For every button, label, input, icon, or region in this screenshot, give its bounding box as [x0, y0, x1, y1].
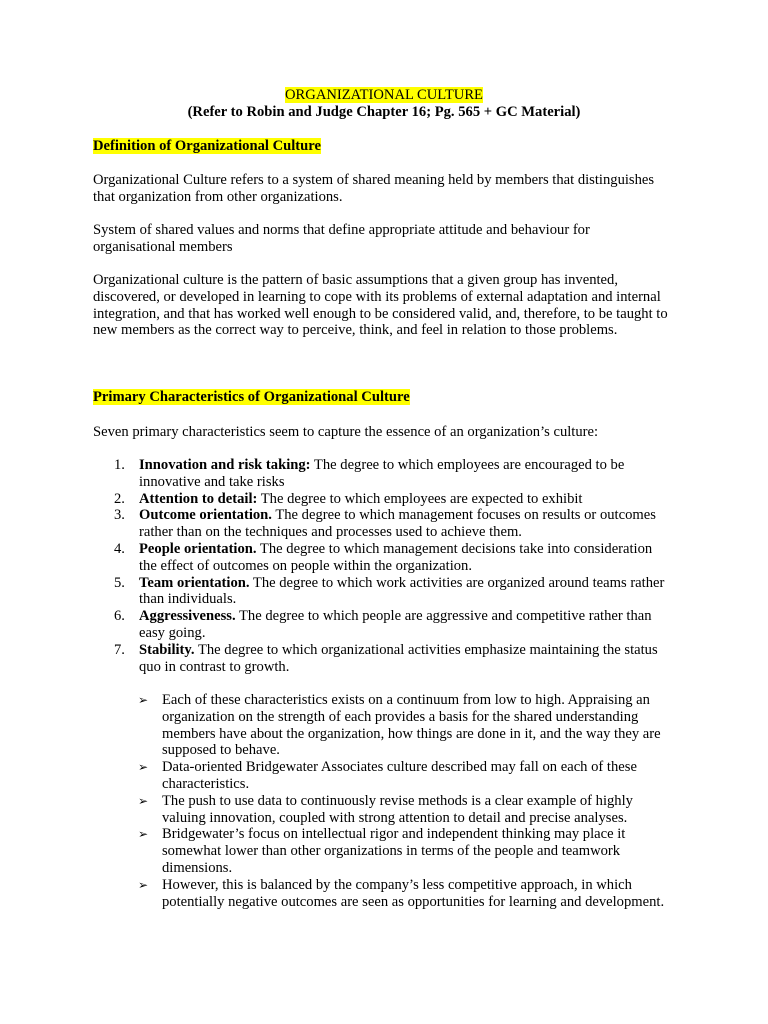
characteristic-term: Innovation and risk taking:: [139, 457, 311, 473]
bullet-text: The push to use data to continuously revise methods is a clear example of highly valuing innovation, coupled with strong attention to detail and precise analyses.: [162, 792, 633, 826]
characteristic-text: The degree to which management decisions take into consideration the effect of outcomes on people within the organization.: [139, 540, 653, 574]
bullet-text: Each of these characteristics exists on a continuum from low to high. Appraising an organization on the strength of each provides a basis for the shared understanding members have about the organization, how things are done in it, and the way they are supposed to behave.: [162, 692, 661, 759]
characteristic-term: Outcome orientation.: [139, 507, 272, 524]
characteristic-term: Team orientation.: [139, 574, 250, 591]
list-number: 1.: [114, 457, 125, 473]
bullet-item: [93, 759, 673, 793]
arrow-bullet-icon: ➢: [138, 793, 149, 808]
characteristic-text: The degree to which organizational activities emphasize maintaining the status quo in contrast to growth.: [139, 641, 658, 675]
bullet-text: Bridgewater’s focus on intellectual rigor and independent thinking may place it somewhat lower than other organizations in terms of the people and teamwork dimensions.: [162, 826, 626, 876]
definition-heading: Definition of Organizational Culture: [93, 138, 321, 154]
list-item: [93, 575, 668, 609]
characteristics-intro: Seven primary characteristics seem to capture the essence of an organization’s culture:: [93, 424, 599, 440]
list-item: [93, 491, 668, 508]
bullet-item: [93, 793, 673, 827]
characteristic-text: The degree to which employees are expected to exhibit: [257, 490, 583, 507]
arrow-bullet-icon: ➢: [138, 827, 149, 842]
list-item: [93, 642, 668, 676]
title-block: [93, 87, 675, 121]
list-number: 5.: [114, 574, 125, 591]
list-item: [93, 541, 668, 575]
bullet-item: [93, 826, 673, 876]
list-number: 3.: [114, 507, 125, 524]
notes-bullet-list: [93, 692, 673, 910]
definition-paragraph-1: Organizational Culture refers to a system of shared meaning held by members that distinguishes that organization from other organizations.: [93, 172, 655, 205]
list-item: [93, 457, 668, 491]
characteristic-text: The degree to which management focuses on results or outcomes rather than on the techniques and processes used to achieve them.: [139, 507, 656, 541]
definition-paragraph-3: Organizational culture is the pattern of basic assumptions that a given group has invented, discovered, or developed in learning to cope with its problems of external adaptation and internal integration, and that has worked well enough to be considered valid, and, therefore, to be taught to new members as the correct way to perceive, think, and feel in relation to those problems.: [93, 272, 668, 339]
bullet-item: [93, 877, 673, 911]
characteristics-heading: Primary Characteristics of Organizational Culture: [93, 389, 410, 405]
list-number: 4.: [114, 540, 125, 557]
list-number: 7.: [114, 641, 125, 658]
document-subtitle: (Refer to Robin and Judge Chapter 16; Pg. 565 + GC Material): [187, 103, 581, 120]
characteristic-text: The degree to which employees are encouraged to be innovative and take risks: [139, 457, 625, 490]
list-item: [93, 608, 668, 642]
definition-paragraph-2: System of shared values and norms that define appropriate attitude and behaviour for organisational members: [93, 222, 590, 255]
bullet-text: Data-oriented Bridgewater Associates culture described may fall on each of these characteristics.: [162, 759, 637, 792]
bullet-text: However, this is balanced by the company’s less competitive approach, in which potentially negative outcomes are seen as opportunities for learning and development.: [162, 876, 665, 910]
document-title: ORGANIZATIONAL CULTURE: [285, 87, 483, 103]
list-item: [93, 507, 668, 541]
arrow-bullet-icon: ➢: [138, 877, 149, 892]
arrow-bullet-icon: ➢: [138, 760, 149, 775]
bullet-item: [93, 692, 673, 759]
list-number: 6.: [114, 608, 125, 625]
arrow-bullet-icon: ➢: [138, 693, 149, 707]
characteristics-list: [93, 457, 668, 675]
characteristic-term: Aggressiveness.: [139, 608, 236, 625]
list-number: 2.: [114, 490, 125, 507]
characteristic-term: People orientation.: [139, 540, 257, 557]
characteristic-text: The degree to which work activities are organized around teams rather than individuals.: [139, 574, 665, 608]
characteristic-term: Stability.: [139, 641, 195, 658]
characteristic-term: Attention to detail:: [139, 490, 258, 507]
characteristic-text: The degree to which people are aggressive and competitive rather than easy going.: [139, 608, 652, 641]
